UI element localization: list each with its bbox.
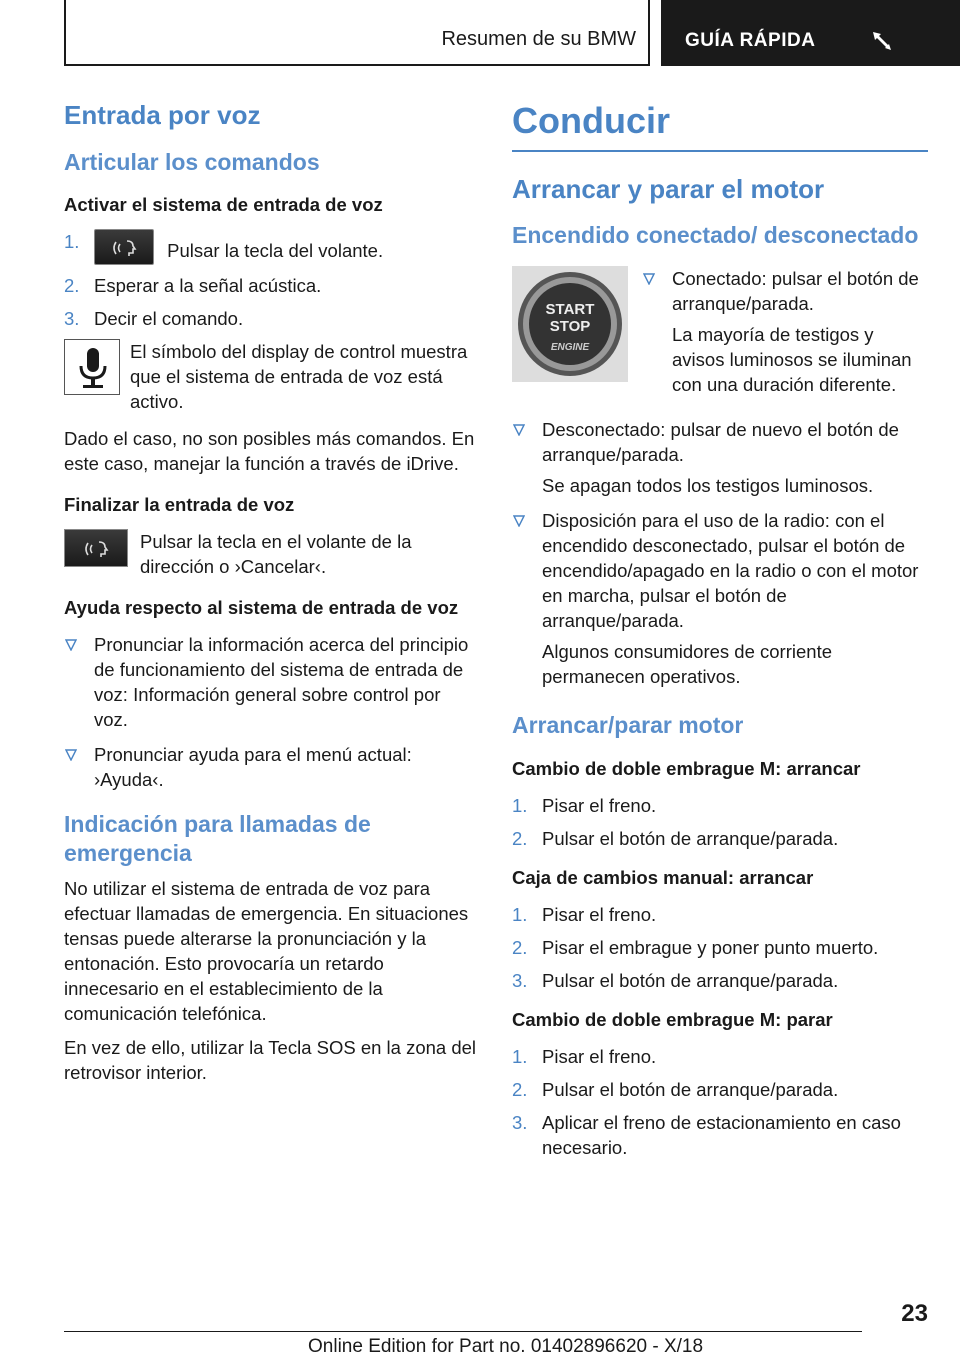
- step-text: Pisar el freno.: [542, 795, 657, 816]
- step-text: Pulsar el botón de arranque/parada.: [542, 970, 839, 991]
- voice-button-image: [94, 229, 154, 265]
- dct-stop-steps: [512, 1044, 928, 1160]
- bullet-triangle-icon: [643, 273, 655, 285]
- finish-voice-heading: Finalizar la entrada de voz: [64, 494, 295, 515]
- step-number: 2.: [512, 828, 528, 849]
- radio-subtext: Algunos consumidores de corriente permanecen operativos.: [542, 641, 832, 687]
- dct-stop-heading: Cambio de doble embrague M: parar: [512, 1009, 833, 1030]
- voice-button-image: [64, 529, 128, 567]
- help-list: [64, 632, 478, 792]
- finish-voice-row: [64, 529, 478, 579]
- step-number: 3.: [512, 1112, 528, 1133]
- driving-title: Conducir: [512, 100, 928, 152]
- dct-start-steps: [512, 793, 928, 851]
- list-item: [512, 935, 928, 960]
- left-column: [64, 100, 478, 1094]
- ignition-on-row: [512, 266, 928, 407]
- list-item: [64, 273, 478, 298]
- list-item: [512, 826, 928, 851]
- list-item: [64, 632, 478, 732]
- list-item: [512, 508, 928, 689]
- step-number: 1.: [512, 904, 528, 925]
- start-stop-engine-subtitle: Arrancar y parar el motor: [512, 174, 825, 204]
- voice-command-icon: [83, 539, 111, 559]
- list-item: [64, 306, 478, 331]
- finish-voice-text: Pulsar la tecla en el volante de la dirección o ›Cancelar‹.: [140, 531, 412, 577]
- help-item-text: Pronunciar la información acerca del principio de funcionamiento del sistema de entrada de voz: Información general sobre control por voz.: [94, 634, 469, 730]
- list-item: [512, 968, 928, 993]
- step-number: 3.: [512, 970, 528, 991]
- step-number: 2.: [64, 275, 80, 296]
- emergency-paragraph-1: No utilizar el sistema de entrada de voz para efectuar llamadas de emergencia. En situaciones tensas puede alterarse la pronunciación y la entonación. Esto provocaría un retardo innecesario en el establecimiento de la comunicación telefónica.: [64, 878, 469, 1024]
- list-item: [512, 1077, 928, 1102]
- step-text: Pulsar la tecla del volante.: [167, 240, 384, 261]
- step-text: Pulsar el botón de arranque/parada.: [542, 1079, 839, 1100]
- step-number: 3.: [64, 308, 80, 329]
- ignition-list: [512, 417, 928, 689]
- radio-text: Disposición para el uso de la radio: con el encendido desconectado, pulsar el botón de encendido/apagado en la radio o con el motor en marcha, pulsar el botón de arranque/parada.: [542, 510, 919, 631]
- step-number: 1.: [512, 795, 528, 816]
- step-text: Pisar el embrague y poner punto muerto.: [542, 937, 879, 958]
- bullet-triangle-icon: [513, 515, 525, 527]
- help-item-text: Pronunciar ayuda para el menú actual: ›Ayuda‹.: [94, 744, 412, 790]
- step-text: Decir el comando.: [94, 308, 244, 329]
- paragraph: Dado el caso, no son posibles más comandos. En este caso, manejar la función a través de iDrive.: [64, 428, 475, 474]
- voice-input-title: Entrada por voz: [64, 100, 261, 130]
- list-item: [64, 229, 478, 265]
- header-chapter-title: GUÍA RÁPIDA: [685, 30, 816, 51]
- microphone-icon: [64, 339, 120, 395]
- ignition-on-list: [642, 266, 928, 407]
- stop-label: STOP: [549, 318, 591, 335]
- list-item: [512, 793, 928, 818]
- header-section-title: Resumen de su BMW: [441, 28, 636, 50]
- step-text: Pisar el freno.: [542, 1046, 657, 1067]
- ignition-off-text: Desconectado: pulsar de nuevo el botón de arranque/parada.: [542, 419, 899, 465]
- start-stop-button-image: [512, 266, 628, 382]
- list-item: [512, 1044, 928, 1069]
- emergency-paragraph-2: En vez de ello, utilizar la Tecla SOS en la zona del retrovisor interior.: [64, 1037, 477, 1083]
- ignition-heading: Encendido conectado/ desconectado: [512, 222, 919, 248]
- dct-start-heading: Cambio de doble embrague M: arrancar: [512, 758, 861, 779]
- step-text: Aplicar el freno de estacionamiento en caso necesario.: [542, 1112, 901, 1158]
- help-heading: Ayuda respecto al sistema de entrada de voz: [64, 597, 459, 618]
- list-item: [512, 902, 928, 927]
- ignition-on-subtext: La mayoría de testigos y avisos luminosos se iluminan con una duración diferente.: [672, 324, 912, 395]
- list-item: [512, 417, 928, 498]
- step-number: 2.: [512, 937, 528, 958]
- step-number: 1.: [64, 231, 80, 252]
- voice-command-icon: [111, 238, 139, 258]
- bullet-triangle-icon: [513, 424, 525, 436]
- bullet-triangle-icon: [65, 749, 77, 761]
- start-stop-motor-heading: Arrancar/parar motor: [512, 712, 744, 738]
- ignition-on-text: Conectado: pulsar el botón de arranque/parada.: [672, 268, 919, 314]
- footer-edition: Online Edition for Part no. 01402896620 - X/18: [308, 1336, 704, 1357]
- page-header: [64, 0, 960, 66]
- quick-guide-icon: [869, 28, 895, 54]
- step-text: Pisar el freno.: [542, 904, 657, 925]
- step-number: 2.: [512, 1079, 528, 1100]
- list-item: [642, 266, 928, 397]
- symbol-note: El símbolo del display de control muestra que el sistema de entrada de voz está activo.: [130, 341, 468, 412]
- header-chapter-box: [661, 0, 960, 66]
- engine-label: ENGINE: [550, 342, 590, 353]
- bullet-triangle-icon: [65, 639, 77, 651]
- right-column: [512, 100, 928, 1168]
- step-text: Esperar a la señal acústica.: [94, 275, 322, 296]
- manual-start-heading: Caja de cambios manual: arrancar: [512, 867, 814, 888]
- voice-active-symbol-row: [64, 339, 478, 414]
- ignition-off-subtext: Se apagan todos los testigos luminosos.: [542, 475, 874, 496]
- list-item: [64, 742, 478, 792]
- page-number: 23: [901, 1300, 928, 1327]
- articulate-commands-subtitle: Articular los comandos: [64, 149, 320, 175]
- activate-voice-heading: Activar el sistema de entrada de voz: [64, 194, 383, 215]
- header-section-box: [64, 0, 650, 66]
- step-text: Pulsar el botón de arranque/parada.: [542, 828, 839, 849]
- step-number: 1.: [512, 1046, 528, 1067]
- manual-start-steps: [512, 902, 928, 993]
- emergency-heading: Indicación para llamadas de emergencia: [64, 811, 371, 866]
- start-label: START: [545, 301, 595, 318]
- activate-steps-list: [64, 229, 478, 331]
- footer-divider: [64, 1331, 862, 1332]
- list-item: [512, 1110, 928, 1160]
